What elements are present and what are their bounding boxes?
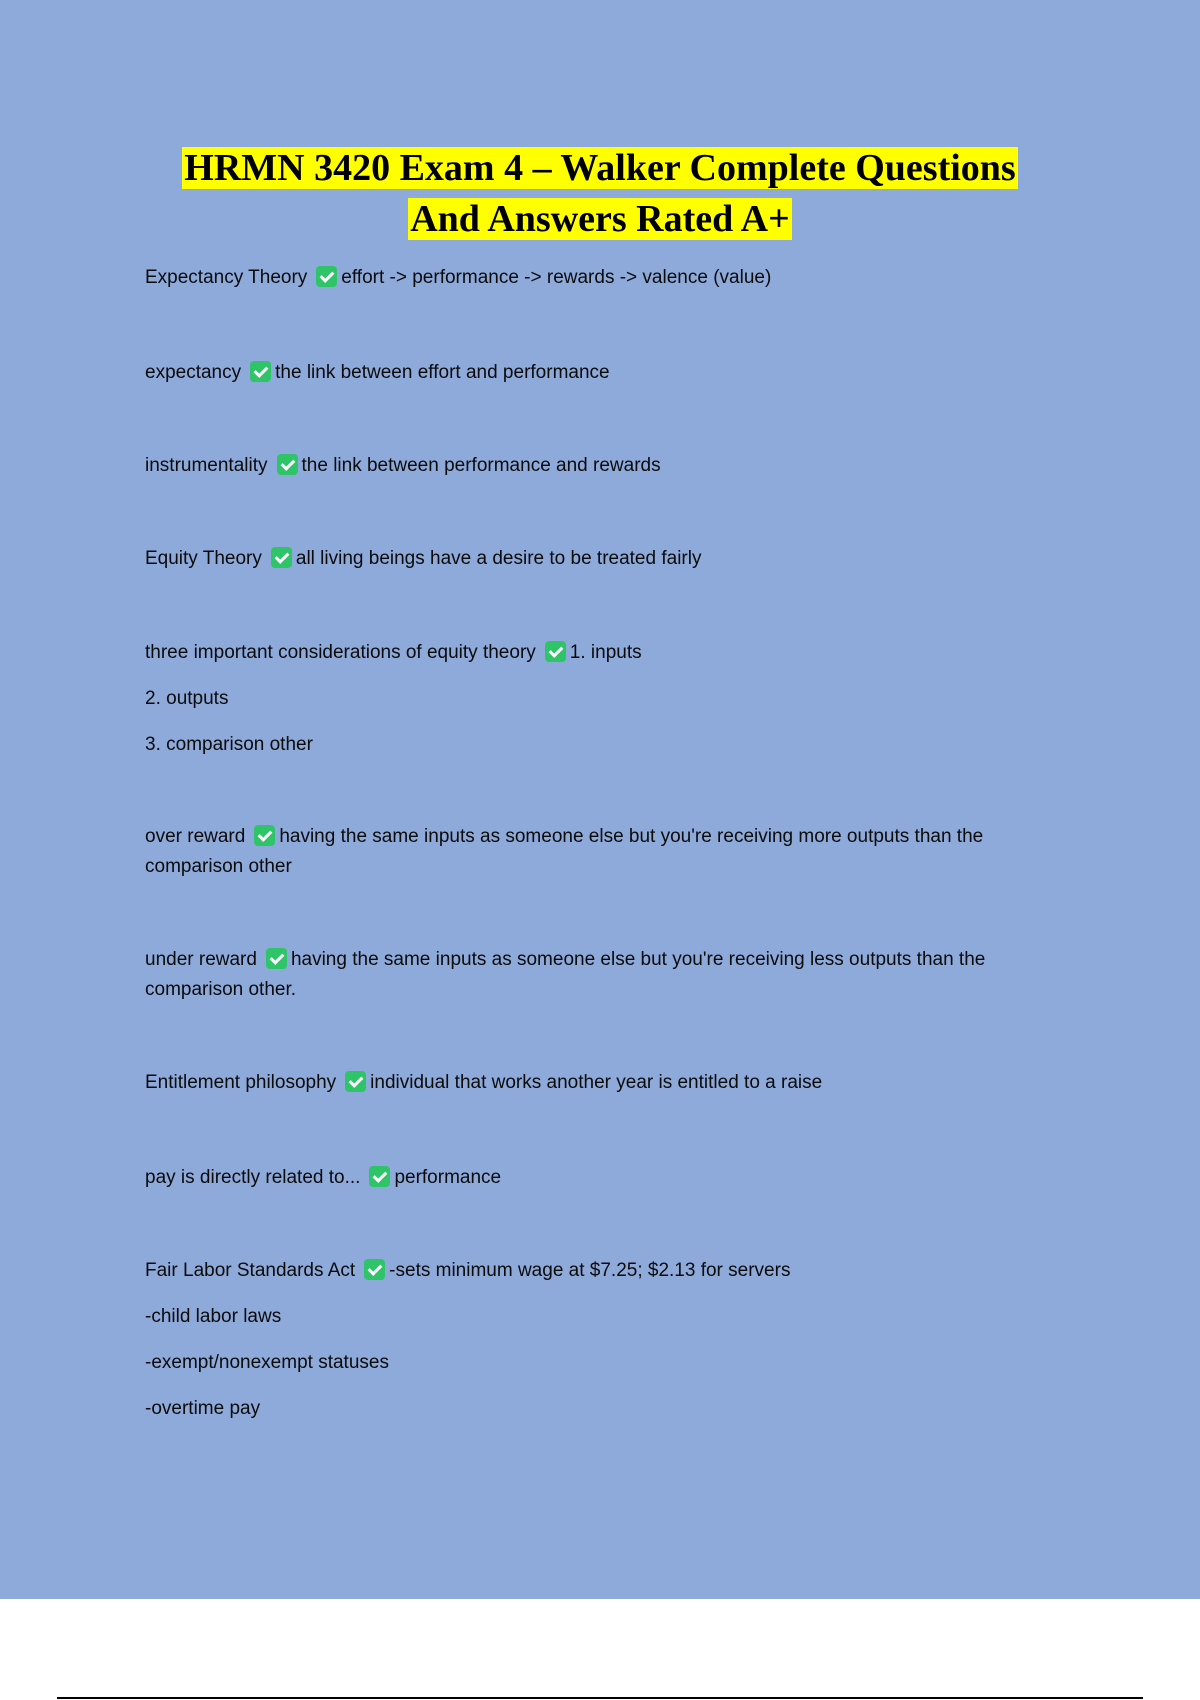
check-mark-icon <box>364 1259 385 1280</box>
entry-extra-line: -child labor laws <box>145 1306 282 1327</box>
entry-extra-line: -overtime pay <box>145 1398 261 1419</box>
qa-entry <box>145 350 1075 396</box>
entry-answer: performance <box>394 1167 502 1188</box>
entry-term: Equity Theory <box>145 548 262 569</box>
entry-extra-line: -exempt/nonexempt statuses <box>145 1352 389 1373</box>
entry-answer: the link between effort and performance <box>275 362 610 383</box>
qa-entry <box>145 255 1075 301</box>
check-mark-icon <box>271 547 292 568</box>
qa-entry <box>145 536 1075 582</box>
entry-term: three important considerations of equity theory <box>145 642 536 663</box>
entry-extra-line: 3. comparison other <box>145 734 313 755</box>
qa-entry <box>145 822 1075 882</box>
entry-answer: having the same inputs as someone else but you're receiving less outputs than the comparison other. <box>145 949 986 1000</box>
qa-entry <box>145 1060 1075 1106</box>
check-mark-icon <box>345 1071 366 1092</box>
page-divider <box>57 1697 1143 1699</box>
document-title <box>0 143 1200 245</box>
entry-answer: 1. inputs <box>569 642 642 663</box>
check-mark-icon <box>254 825 275 846</box>
entry-term: pay is directly related to... <box>145 1167 361 1188</box>
check-mark-icon <box>369 1166 390 1187</box>
check-mark-icon <box>277 454 298 475</box>
check-mark-icon <box>266 948 287 969</box>
check-mark-icon <box>250 361 271 382</box>
entry-term: Entitlement philosophy <box>145 1072 337 1093</box>
entry-term: expectancy <box>145 362 242 383</box>
entry-answer: individual that works another year is entitled to a raise <box>370 1072 823 1093</box>
entry-answer: the link between performance and rewards <box>301 455 661 476</box>
entry-answer: effort -> performance -> rewards -> valence (value) <box>341 267 772 288</box>
entry-term: Expectancy Theory <box>145 267 308 288</box>
entry-term: under reward <box>145 949 257 970</box>
title-line-2: And Answers Rated A+ <box>410 198 790 240</box>
entry-answer: having the same inputs as someone else but you're receiving more outputs than the comparison other <box>145 826 984 877</box>
check-mark-icon <box>316 266 337 287</box>
entry-extra-line: 2. outputs <box>145 688 229 709</box>
entry-term: instrumentality <box>145 455 268 476</box>
entry-answer: all living beings have a desire to be treated fairly <box>295 548 702 569</box>
qa-entry <box>145 945 1075 1005</box>
qa-entry <box>145 630 1075 768</box>
title-line-1: HRMN 3420 Exam 4 – Walker Complete Questions <box>184 147 1016 189</box>
entry-term: Fair Labor Standards Act <box>145 1260 356 1281</box>
entry-answer: -sets minimum wage at $7.25; $2.13 for servers <box>389 1260 791 1281</box>
entry-term: over reward <box>145 826 246 847</box>
qa-entry <box>145 1155 1075 1201</box>
check-mark-icon <box>545 641 566 662</box>
qa-entry <box>145 1248 1075 1432</box>
qa-entry <box>145 443 1075 489</box>
